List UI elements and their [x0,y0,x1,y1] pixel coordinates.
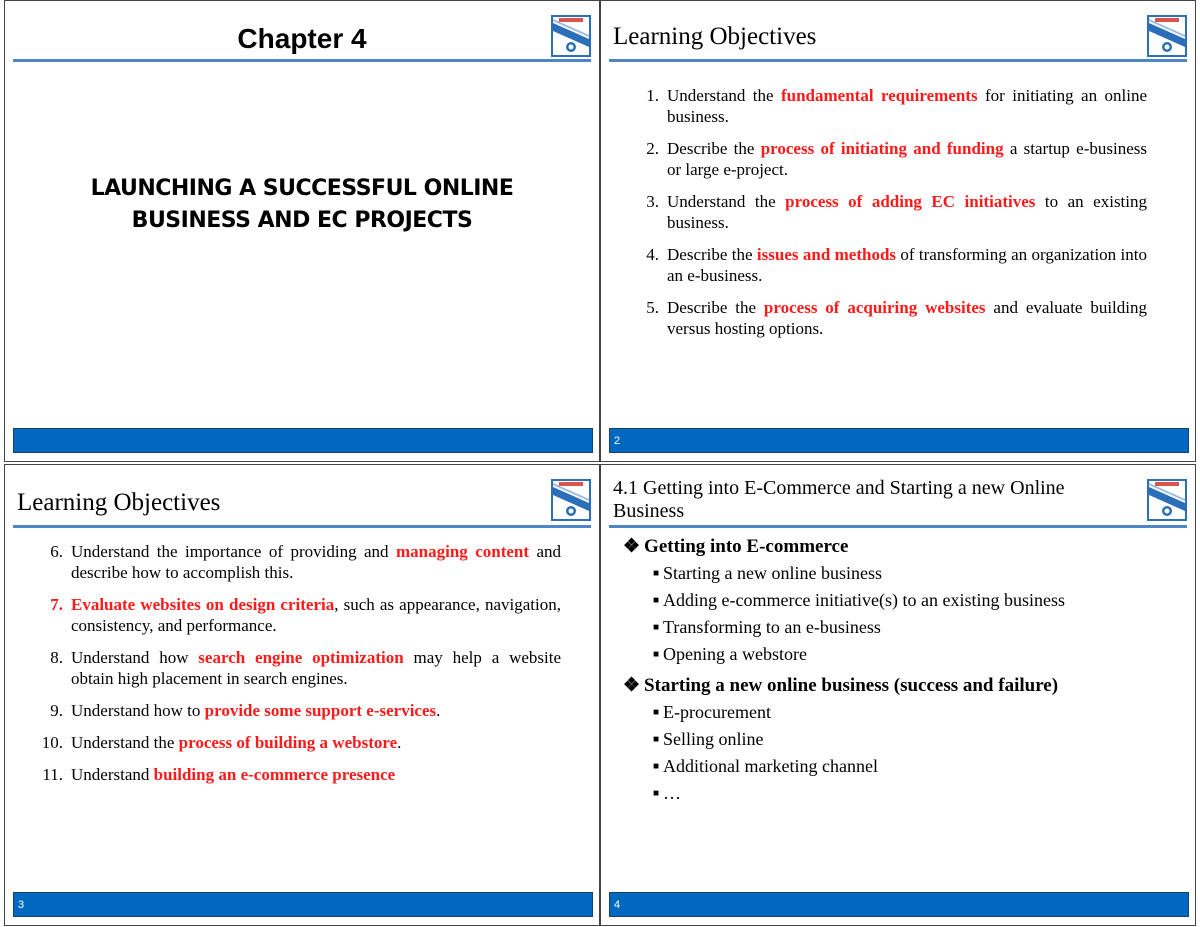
list-item [653,562,1175,585]
item-number: 8. [50,648,63,667]
item-highlight: search engine optimization [198,648,404,667]
item-text [71,594,561,636]
item-highlight: process of adding EC initiatives [785,192,1036,211]
slide-heading: Learning Objectives [17,489,221,516]
title-rule [13,59,591,62]
item-text-before: Describe the [667,245,757,264]
list-item [13,594,561,636]
slide-heading: 4.1 Getting into E-Commerce and Starting a new Online Business [613,477,1065,522]
item-text-after: . [436,701,441,720]
item-text [667,85,1147,127]
item-highlight: issues and methods [756,245,897,264]
diamond-bullet-icon: ❖ [623,536,641,557]
square-bullet-icon: ■ [653,649,660,660]
list-item [653,643,1175,666]
item-text: Starting a new online business [663,563,883,583]
item-highlight: Evaluate websites on design criteria [71,595,335,614]
bullet-group-title [623,535,1175,558]
item-text [667,191,1147,233]
university-logo-icon [1147,479,1187,521]
slide-2 [600,0,1196,462]
university-logo-icon [551,479,591,521]
item-text: E-procurement [663,702,771,722]
bullet-group-title [623,674,1175,697]
item-text: … [663,783,682,803]
objectives-list [621,85,1147,350]
slide-footer [13,428,593,453]
list-item [621,191,1147,233]
item-number: 6. [50,542,63,561]
item-number: 11. [42,765,63,784]
item-text: Opening a webstore [663,644,808,664]
item-highlight: managing content [395,542,530,561]
list-item [13,700,561,721]
item-text-after: and evaluate building versus hosting options. [667,298,1147,338]
title-rule [13,525,591,528]
item-text: Additional marketing channel [663,756,878,776]
item-number: 10. [41,733,63,752]
item-text-after: , such as appearance, navigation, consistency, and performance. [71,595,561,635]
slide-1 [4,0,600,462]
item-number: 9. [50,701,63,720]
item-text-before: Understand [71,765,154,784]
item-highlight: process of acquiring websites [763,298,986,317]
list-item [653,728,1175,751]
item-text-after: for initiating an online business. [667,86,1147,126]
list-item [621,138,1147,180]
square-bullet-icon: ■ [653,734,660,745]
list-item [13,541,561,583]
university-logo-icon [1147,15,1187,57]
title-line-2: BUSINESS AND EC PROJECTS [131,208,473,233]
square-bullet-icon: ■ [653,707,660,718]
list-item [653,755,1175,778]
item-text [667,138,1147,180]
slide-footer: 2 [609,428,1189,453]
item-number: 7. [50,595,63,614]
item-text: Transforming to an e-business [663,617,881,637]
item-text-before: Understand the [71,733,179,752]
list-item [621,297,1147,339]
item-text [71,541,561,583]
list-item [653,589,1175,612]
item-number: 4. [646,245,659,264]
item-highlight: provide some support e-services [204,701,437,720]
slide-4 [600,464,1196,926]
list-item [621,244,1147,286]
list-item [13,647,561,689]
item-text: Selling online [663,729,764,749]
item-text-after: a startup e-business or large e-project. [667,139,1147,179]
square-bullet-icon: ■ [653,761,660,772]
item-text-before: Understand the [667,192,786,211]
chapter-title: Chapter 4 [237,23,367,54]
title-rule [609,525,1187,528]
item-text-after: of transforming an organization into an e-business. [667,245,1147,285]
university-logo-icon [551,15,591,57]
objectives-list [13,541,561,796]
bullet-list [623,535,1175,809]
list-item [621,85,1147,127]
item-highlight: building an e-commerce presence [153,765,396,784]
item-text-before: Understand how to [71,701,205,720]
square-bullet-icon: ■ [653,568,660,579]
item-text [71,647,561,689]
square-bullet-icon: ■ [653,788,660,799]
item-text-before: Describe the [667,298,764,317]
item-text-before: Describe the [667,139,761,158]
slide-heading: Learning Objectives [613,23,817,50]
item-number: 1. [646,86,659,105]
list-item [653,616,1175,639]
square-bullet-icon: ■ [653,595,660,606]
list-item [653,782,1175,805]
slide-footer: 4 [609,892,1189,917]
item-text-after: and describe how to accomplish this. [71,542,562,582]
item-highlight: fundamental requirements [780,86,978,105]
presentation-title [25,173,579,237]
item-text-before: Understand how [71,648,199,667]
group-title-text: Getting into E-commerce [644,536,849,557]
item-text-before: Understand the importance of providing and [71,542,396,561]
item-number: 3. [646,192,659,211]
item-text [667,244,1147,286]
item-text [71,700,561,721]
item-highlight: process of initiating and funding [760,139,1004,158]
diamond-bullet-icon: ❖ [623,675,641,696]
group-title-text: Starting a new online business (success and failure) [644,675,1059,696]
item-text-after: may help a website obtain high placement in search engines. [71,648,561,688]
item-text-after: . [397,733,402,752]
list-item [653,701,1175,724]
item-number: 2. [646,139,659,158]
item-text: Adding e-commerce initiative(s) to an existing business [663,590,1065,610]
item-text [71,732,561,753]
square-bullet-icon: ■ [653,622,660,633]
slide-footer: 3 [13,892,593,917]
list-item [13,764,561,785]
item-text [667,297,1147,339]
title-line-1: LAUNCHING A SUCCESSFUL ONLINE [90,176,514,201]
item-text [71,764,561,785]
list-item [13,732,561,753]
slide-3 [4,464,600,926]
item-text-after: to an existing business. [667,192,1148,232]
item-highlight: process of building a webstore [178,733,398,752]
item-number: 5. [646,298,659,317]
title-rule [609,59,1187,62]
item-text-before: Understand the [667,86,781,105]
